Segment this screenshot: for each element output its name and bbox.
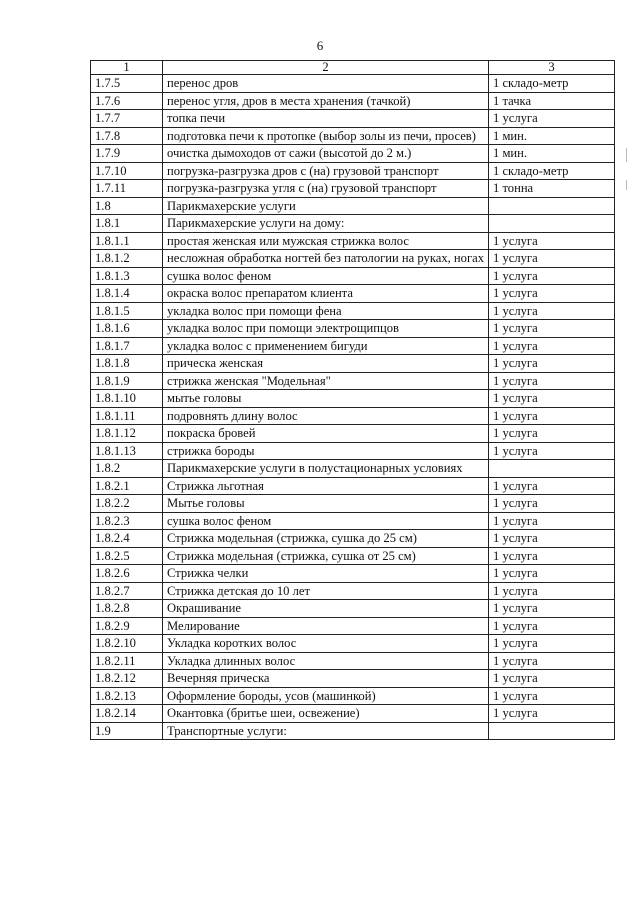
row-description-cell: окраска волос препаратом клиента bbox=[163, 285, 489, 303]
row-description-cell: подготовка печи к протопке (выбор золы из печи, просев) bbox=[163, 127, 489, 145]
table-row bbox=[91, 145, 615, 163]
row-description-cell: Стрижка детская до 10 лет bbox=[163, 582, 489, 600]
row-description-cell: стрижка женская "Модельная" bbox=[163, 372, 489, 390]
row-description-cell: укладка волос с применением бигуди bbox=[163, 337, 489, 355]
row-unit-cell: 1 услуга bbox=[489, 635, 615, 653]
row-code-cell: 1.8.2.4 bbox=[91, 530, 163, 548]
table-row bbox=[91, 197, 615, 215]
row-unit-cell: 1 мин. bbox=[489, 127, 615, 145]
table-row bbox=[91, 180, 615, 198]
table-row bbox=[91, 425, 615, 443]
row-unit-cell: 1 услуга bbox=[489, 705, 615, 723]
row-code-cell: 1.8.2.1 bbox=[91, 477, 163, 495]
row-description-cell: простая женская или мужская стрижка волос bbox=[163, 232, 489, 250]
row-code-cell: 1.8.2.2 bbox=[91, 495, 163, 513]
table-row bbox=[91, 442, 615, 460]
row-description-cell: укладка волос при помощи фена bbox=[163, 302, 489, 320]
row-description-cell: перенос угля, дров в места хранения (тачкой) bbox=[163, 92, 489, 110]
row-unit-cell: 1 услуга bbox=[489, 582, 615, 600]
row-unit-cell: 1 услуга bbox=[489, 250, 615, 268]
row-code-cell: 1.7.7 bbox=[91, 110, 163, 128]
header-row bbox=[91, 61, 615, 75]
row-code-cell: 1.8.2.9 bbox=[91, 617, 163, 635]
row-unit-cell: 1 услуга bbox=[489, 687, 615, 705]
row-description-cell: прическа женская bbox=[163, 355, 489, 373]
row-code-cell: 1.8.2.13 bbox=[91, 687, 163, 705]
row-description-cell: сушка волос феном bbox=[163, 512, 489, 530]
row-unit-cell: 1 услуга bbox=[489, 547, 615, 565]
table-row bbox=[91, 337, 615, 355]
row-description-cell: перенос дров bbox=[163, 75, 489, 93]
row-unit-cell: 1 услуга bbox=[489, 285, 615, 303]
row-code-cell: 1.8.1.10 bbox=[91, 390, 163, 408]
table-row bbox=[91, 372, 615, 390]
row-description-cell: стрижка бороды bbox=[163, 442, 489, 460]
row-unit-cell: 1 услуга bbox=[489, 670, 615, 688]
table-row bbox=[91, 320, 615, 338]
row-code-cell: 1.8.2.8 bbox=[91, 600, 163, 618]
row-code-cell: 1.8.2.10 bbox=[91, 635, 163, 653]
row-description-cell: топка печи bbox=[163, 110, 489, 128]
table-row bbox=[91, 92, 615, 110]
row-unit-cell: 1 услуга bbox=[489, 355, 615, 373]
row-code-cell: 1.8.1.12 bbox=[91, 425, 163, 443]
row-code-cell: 1.8.1.5 bbox=[91, 302, 163, 320]
row-description-cell: очистка дымоходов от сажи (высотой до 2 м.) bbox=[163, 145, 489, 163]
table-row bbox=[91, 407, 615, 425]
row-unit-cell: 1 услуга bbox=[489, 512, 615, 530]
row-unit-cell: 1 услуга bbox=[489, 617, 615, 635]
table-row bbox=[91, 495, 615, 513]
row-unit-cell: 1 услуга bbox=[489, 337, 615, 355]
row-code-cell: 1.8.1.3 bbox=[91, 267, 163, 285]
table-row bbox=[91, 285, 615, 303]
table-row bbox=[91, 355, 615, 373]
row-unit-cell: 1 услуга bbox=[489, 495, 615, 513]
row-code-cell: 1.7.6 bbox=[91, 92, 163, 110]
row-code-cell: 1.8 bbox=[91, 197, 163, 215]
table-row bbox=[91, 477, 615, 495]
row-description-cell: погрузка-разгрузка угля с (на) грузовой транспорт bbox=[163, 180, 489, 198]
row-code-cell: 1.8.1.6 bbox=[91, 320, 163, 338]
table-row bbox=[91, 635, 615, 653]
table-row bbox=[91, 722, 615, 740]
row-unit-cell: 1 услуга bbox=[489, 442, 615, 460]
row-description-cell: Стрижка челки bbox=[163, 565, 489, 583]
table-row bbox=[91, 582, 615, 600]
row-unit-cell: 1 услуга bbox=[489, 302, 615, 320]
row-unit-cell: 1 услуга bbox=[489, 267, 615, 285]
row-code-cell: 1.8.2.11 bbox=[91, 652, 163, 670]
row-description-cell: подровнять длину волос bbox=[163, 407, 489, 425]
table-row bbox=[91, 267, 615, 285]
row-description-cell: сушка волос феном bbox=[163, 267, 489, 285]
table-row bbox=[91, 162, 615, 180]
table-row bbox=[91, 232, 615, 250]
row-unit-cell: 1 услуга bbox=[489, 372, 615, 390]
row-code-cell: 1.7.11 bbox=[91, 180, 163, 198]
row-description-cell: Мытье головы bbox=[163, 495, 489, 513]
row-code-cell: 1.8.1.9 bbox=[91, 372, 163, 390]
header-cell-1: 1 bbox=[91, 61, 163, 75]
row-code-cell: 1.8.1.2 bbox=[91, 250, 163, 268]
row-unit-cell: 1 услуга bbox=[489, 407, 615, 425]
row-code-cell: 1.8.2.12 bbox=[91, 670, 163, 688]
row-description-cell: Вечерняя прическа bbox=[163, 670, 489, 688]
row-code-cell: 1.7.5 bbox=[91, 75, 163, 93]
table-row bbox=[91, 250, 615, 268]
row-code-cell: 1.8.1.1 bbox=[91, 232, 163, 250]
table-row bbox=[91, 460, 615, 478]
row-code-cell: 1.7.9 bbox=[91, 145, 163, 163]
row-code-cell: 1.8.2.14 bbox=[91, 705, 163, 723]
row-unit-cell: 1 тонна bbox=[489, 180, 615, 198]
row-description-cell: Парикмахерские услуги bbox=[163, 197, 489, 215]
row-description-cell: мытье головы bbox=[163, 390, 489, 408]
table-row bbox=[91, 617, 615, 635]
row-code-cell: 1.8.2.5 bbox=[91, 547, 163, 565]
row-code-cell: 1.8.1.8 bbox=[91, 355, 163, 373]
table-row bbox=[91, 530, 615, 548]
row-unit-cell: 1 услуга bbox=[489, 390, 615, 408]
row-unit-cell: 1 услуга bbox=[489, 320, 615, 338]
row-unit-cell bbox=[489, 460, 615, 478]
row-description-cell: Окрашивание bbox=[163, 600, 489, 618]
row-code-cell: 1.9 bbox=[91, 722, 163, 740]
table-row bbox=[91, 652, 615, 670]
table-row bbox=[91, 670, 615, 688]
services-table bbox=[90, 60, 615, 740]
row-unit-cell: 1 складо-метр bbox=[489, 75, 615, 93]
margin-mark bbox=[626, 180, 627, 190]
row-unit-cell: 1 услуга bbox=[489, 110, 615, 128]
row-unit-cell: 1 услуга bbox=[489, 565, 615, 583]
row-description-cell: Стрижка льготная bbox=[163, 477, 489, 495]
table-row bbox=[91, 547, 615, 565]
table-row bbox=[91, 390, 615, 408]
table-row bbox=[91, 687, 615, 705]
row-unit-cell: 1 мин. bbox=[489, 145, 615, 163]
row-description-cell: погрузка-разгрузка дров с (на) грузовой транспорт bbox=[163, 162, 489, 180]
row-description-cell: Укладка длинных волос bbox=[163, 652, 489, 670]
row-code-cell: 1.8.1.13 bbox=[91, 442, 163, 460]
row-unit-cell: 1 услуга bbox=[489, 232, 615, 250]
row-description-cell: Стрижка модельная (стрижка, сушка до 25 см) bbox=[163, 530, 489, 548]
row-unit-cell: 1 услуга bbox=[489, 477, 615, 495]
row-description-cell: Парикмахерские услуги на дому: bbox=[163, 215, 489, 233]
table-row bbox=[91, 75, 615, 93]
table-row bbox=[91, 565, 615, 583]
row-code-cell: 1.8.1.7 bbox=[91, 337, 163, 355]
row-unit-cell: 1 услуга bbox=[489, 652, 615, 670]
margin-mark bbox=[626, 148, 627, 162]
row-description-cell: Окантовка (бритье шеи, освежение) bbox=[163, 705, 489, 723]
page-number: 6 bbox=[316, 38, 324, 53]
table-row bbox=[91, 215, 615, 233]
row-unit-cell: 1 тачка bbox=[489, 92, 615, 110]
row-code-cell: 1.8.2.6 bbox=[91, 565, 163, 583]
row-code-cell: 1.8.2 bbox=[91, 460, 163, 478]
row-code-cell: 1.8.2.7 bbox=[91, 582, 163, 600]
row-description-cell: Парикмахерские услуги в полустационарных условиях bbox=[163, 460, 489, 478]
row-unit-cell bbox=[489, 215, 615, 233]
table-row bbox=[91, 302, 615, 320]
row-description-cell: Мелирование bbox=[163, 617, 489, 635]
row-unit-cell bbox=[489, 722, 615, 740]
row-description-cell: Транспортные услуги: bbox=[163, 722, 489, 740]
row-code-cell: 1.7.8 bbox=[91, 127, 163, 145]
row-description-cell: Оформление бороды, усов (машинкой) bbox=[163, 687, 489, 705]
row-code-cell: 1.8.1.4 bbox=[91, 285, 163, 303]
table-row bbox=[91, 512, 615, 530]
row-code-cell: 1.8.2.3 bbox=[91, 512, 163, 530]
table-row bbox=[91, 127, 615, 145]
row-description-cell: Укладка коротких волос bbox=[163, 635, 489, 653]
row-unit-cell: 1 складо-метр bbox=[489, 162, 615, 180]
row-code-cell: 1.8.1.11 bbox=[91, 407, 163, 425]
row-unit-cell: 1 услуга bbox=[489, 425, 615, 443]
row-unit-cell: 1 услуга bbox=[489, 530, 615, 548]
header-cell-3: 3 bbox=[489, 61, 615, 75]
row-unit-cell: 1 услуга bbox=[489, 600, 615, 618]
row-unit-cell bbox=[489, 197, 615, 215]
row-description-cell: несложная обработка ногтей без патологии на руках, ногах bbox=[163, 250, 489, 268]
row-description-cell: Стрижка модельная (стрижка, сушка от 25 см) bbox=[163, 547, 489, 565]
row-code-cell: 1.7.10 bbox=[91, 162, 163, 180]
row-description-cell: укладка волос при помощи электрощипцов bbox=[163, 320, 489, 338]
row-code-cell: 1.8.1 bbox=[91, 215, 163, 233]
table-row bbox=[91, 705, 615, 723]
row-description-cell: покраска бровей bbox=[163, 425, 489, 443]
table-row bbox=[91, 600, 615, 618]
table-row bbox=[91, 110, 615, 128]
header-cell-2: 2 bbox=[163, 61, 489, 75]
